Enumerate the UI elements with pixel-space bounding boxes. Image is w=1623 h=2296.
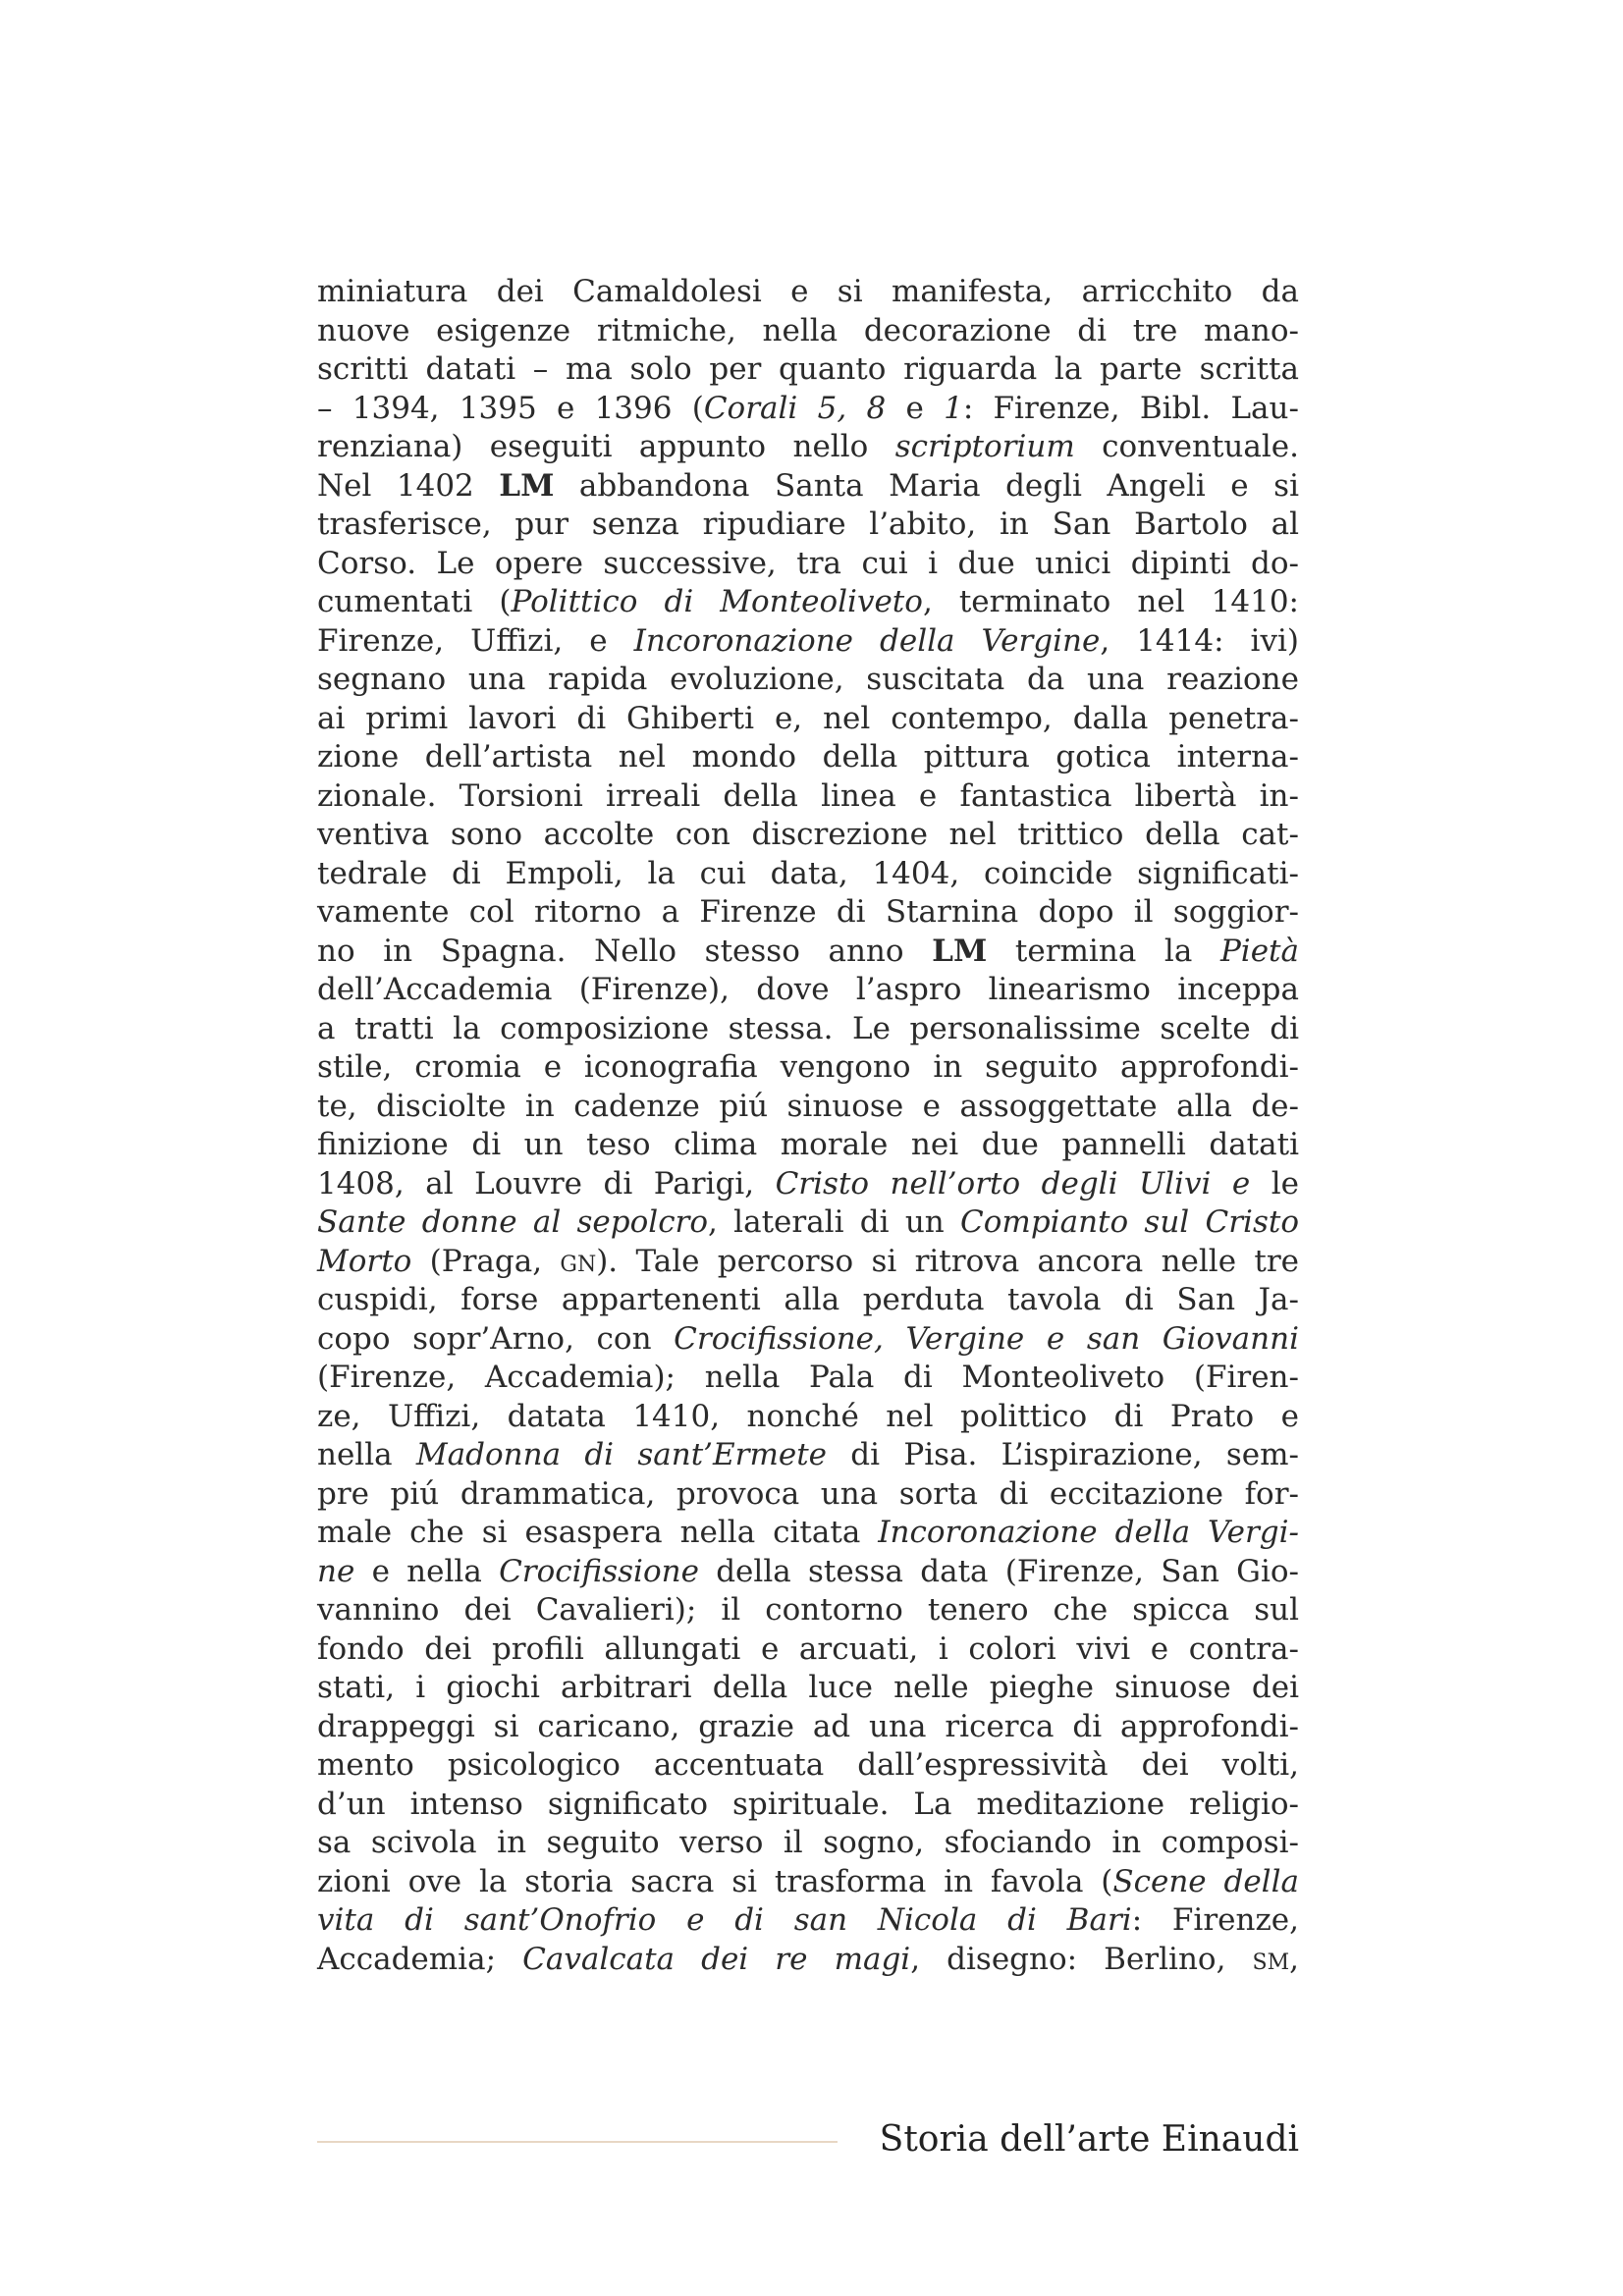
- text-segment: ,: [1289, 1941, 1299, 1977]
- text-segment: LM: [499, 467, 555, 504]
- text-line: [317, 700, 1299, 739]
- text-segment: fondo dei profili allungati e arcuati, i colori vivi e contra-: [317, 1630, 1299, 1667]
- text-segment: cumentati (: [317, 584, 512, 619]
- text-line: [317, 1708, 1299, 1747]
- text-segment: trasferisce, pur senza ripudiare l’abito, in San Bartolo al: [317, 507, 1299, 542]
- text-segment: scriptorium: [894, 429, 1075, 464]
- text-segment: Scene della: [1112, 1863, 1299, 1899]
- text-segment: 1408, al Louvre di Parigi,: [317, 1165, 776, 1201]
- text-line: [317, 1901, 1299, 1941]
- text-segment: sa scivola in seguito verso il sogno, sfociando in composi-: [317, 1825, 1299, 1860]
- text-line: [317, 350, 1299, 390]
- text-line: [317, 1475, 1299, 1515]
- text-segment: , 1414: ivi): [1100, 622, 1299, 659]
- text-segment: Pietà: [1219, 933, 1299, 969]
- text-line: [317, 390, 1299, 429]
- text-segment: finizione di un teso clima morale nei due pannelli datati: [317, 1127, 1299, 1162]
- text-line: [317, 428, 1299, 467]
- text-segment: Compianto sul Cristo: [960, 1204, 1299, 1240]
- text-segment: 1: [944, 390, 963, 426]
- text-segment: Corso. Le opere successive, tra cui i due unici dipinti do-: [317, 545, 1299, 581]
- body-text: [317, 273, 1299, 1979]
- text-line: [317, 467, 1299, 507]
- text-segment: vita di sant’Onofrio e di san Nicola di Bari: [317, 1902, 1132, 1938]
- text-segment: ze, Uffizi, datata 1410, nonché nel polittico di Prato e: [317, 1398, 1299, 1434]
- text-segment: le: [1250, 1165, 1300, 1201]
- text-segment: miniatura dei Camaldolesi e si manifesta, arricchito da: [317, 274, 1299, 309]
- text-line: [317, 971, 1299, 1010]
- text-segment: stati, i giochi arbitrari della luce nelle pieghe sinuose dei: [317, 1670, 1299, 1705]
- text-line: [317, 1281, 1299, 1320]
- text-line: [317, 1048, 1299, 1088]
- text-line: [317, 1126, 1299, 1165]
- text-segment: Incoronazione della Vergi-: [878, 1515, 1299, 1550]
- text-segment: gn: [560, 1243, 597, 1279]
- text-line: [317, 893, 1299, 933]
- text-line: [317, 1630, 1299, 1670]
- text-segment: ne: [317, 1553, 355, 1589]
- text-segment: (Praga,: [411, 1243, 561, 1279]
- text-line: [317, 1863, 1299, 1902]
- text-segment: ). Tale percorso si ritrova ancora nelle tre: [596, 1243, 1299, 1279]
- text-segment: nuove esigenze ritmiche, nella decorazione di tre mano-: [317, 312, 1299, 348]
- text-segment: zionale. Torsioni irreali della linea e fantastica libertà in-: [317, 777, 1299, 814]
- text-line: [317, 1591, 1299, 1630]
- text-segment: abbandona Santa Maria degli Angeli e si: [554, 467, 1299, 504]
- footer-rule: [317, 2141, 838, 2143]
- text-segment: Nel 1402: [317, 467, 500, 504]
- text-segment: e nella: [354, 1553, 500, 1589]
- text-line: [317, 545, 1299, 584]
- text-line: [317, 1941, 1299, 1980]
- text-segment: , laterali di un: [708, 1204, 961, 1240]
- text-line: [317, 1203, 1299, 1243]
- text-segment: ventiva sono accolte con discrezione nel trittico della cat-: [317, 817, 1299, 852]
- text-line: [317, 777, 1299, 817]
- text-segment: copo sopr’Arno, con: [317, 1320, 675, 1357]
- text-line: [317, 1824, 1299, 1863]
- text-segment: male che si esaspera nella citata: [317, 1515, 879, 1550]
- text-segment: segnano una rapida evoluzione, suscitata da una reazione: [317, 662, 1299, 697]
- text-segment: zioni ove la storia sacra si trasforma in favola (: [317, 1863, 1113, 1899]
- text-segment: Incoronazione della Vergine: [633, 622, 1101, 659]
- text-line: [317, 622, 1299, 662]
- text-segment: di Pisa. L’ispirazione, sem-: [827, 1437, 1299, 1472]
- text-segment: LM: [932, 933, 988, 969]
- text-segment: nella: [317, 1437, 416, 1472]
- text-segment: te, disciolte in cadenze piú sinuose e assoggettate alla de-: [317, 1088, 1299, 1124]
- text-segment: scritti datati – ma solo per quanto riguarda la parte scritta: [317, 351, 1299, 387]
- text-line: [317, 1669, 1299, 1708]
- text-segment: cuspidi, forse appartenenti alla perduta tavola di San Ja-: [317, 1282, 1299, 1317]
- text-segment: della stessa data (Firenze, San Gio-: [698, 1553, 1299, 1589]
- text-segment: drappeggi si caricano, grazie ad una ricerca di approfondi-: [317, 1708, 1299, 1744]
- text-segment: Crocifissione, Vergine e san Giovanni: [674, 1320, 1299, 1357]
- text-segment: Cristo nell’orto degli Ulivi e: [775, 1165, 1251, 1201]
- text-line: [317, 273, 1299, 312]
- footer-title: Storia dell’arte Einaudi: [879, 2119, 1299, 2160]
- text-segment: vannino dei Cavalieri); il contorno tenero che spicca sul: [317, 1592, 1299, 1628]
- text-segment: , disegno: Berlino,: [910, 1941, 1253, 1977]
- text-segment: Cavalcata dei re magi: [522, 1941, 911, 1977]
- text-line: [317, 1320, 1299, 1360]
- text-segment: d’un intenso significato spirituale. La meditazione religio-: [317, 1786, 1299, 1822]
- text-segment: a tratti la composizione stessa. Le personalissime scelte di: [317, 1010, 1299, 1046]
- text-segment: dell’Accademia (Firenze), dove l’aspro linearismo inceppa: [317, 972, 1299, 1007]
- text-segment: renziana) eseguiti appunto nello: [317, 429, 895, 464]
- text-line: [317, 1553, 1299, 1592]
- text-line: [317, 1243, 1299, 1282]
- text-segment: Corali 5, 8: [703, 390, 887, 426]
- text-line: [317, 738, 1299, 777]
- text-segment: sm: [1252, 1941, 1290, 1977]
- text-line: [317, 661, 1299, 700]
- text-segment: stile, cromia e iconografia vengono in seguito approfondi-: [317, 1049, 1299, 1085]
- text-segment: conventuale.: [1074, 429, 1299, 464]
- text-segment: no in Spagna. Nello stesso anno: [317, 933, 933, 969]
- text-segment: : Firenze, Bibl. Lau-: [962, 390, 1299, 426]
- text-segment: e: [886, 390, 945, 426]
- text-segment: : Firenze,: [1131, 1902, 1300, 1938]
- text-line: [317, 933, 1299, 972]
- text-segment: Polittico di Monteoliveto: [511, 584, 923, 619]
- text-line: [317, 816, 1299, 855]
- text-segment: Sante donne al sepolcro: [317, 1204, 709, 1240]
- text-segment: Morto: [317, 1243, 412, 1279]
- text-segment: ai primi lavori di Ghiberti e, nel contempo, dalla penetra-: [317, 700, 1299, 736]
- text-segment: termina la: [987, 933, 1220, 969]
- text-line: [317, 1010, 1299, 1049]
- text-line: [317, 1165, 1299, 1204]
- text-segment: Firenze, Uffizi, e: [317, 622, 634, 659]
- text-segment: vamente col ritorno a Firenze di Starnina dopo il soggior-: [317, 894, 1299, 930]
- text-line: [317, 506, 1299, 545]
- text-segment: zione dell’artista nel mondo della pittura gotica interna-: [317, 739, 1299, 774]
- text-segment: , terminato nel 1410:: [922, 584, 1299, 619]
- text-line: [317, 1786, 1299, 1825]
- text-segment: mento psicologico accentuata dall’espressività dei volti,: [317, 1747, 1299, 1783]
- text-segment: Crocifissione: [499, 1553, 699, 1589]
- text-line: [317, 1746, 1299, 1786]
- text-segment: Madonna di sant’Ermete: [415, 1437, 828, 1472]
- text-segment: tedrale di Empoli, la cui data, 1404, coincide significati-: [317, 855, 1299, 891]
- text-line: [317, 1436, 1299, 1475]
- text-segment: (Firenze, Accademia); nella Pala di Monteoliveto (Firen-: [317, 1360, 1299, 1395]
- text-line: [317, 1398, 1299, 1437]
- text-line: [317, 583, 1299, 622]
- text-line: [317, 1359, 1299, 1398]
- text-line: [317, 855, 1299, 894]
- page-footer: [317, 2115, 1299, 2164]
- text-segment: Accademia;: [317, 1941, 523, 1977]
- text-line: [317, 1088, 1299, 1127]
- text-segment: pre piú drammatica, provoca una sorta di eccitazione for-: [317, 1475, 1299, 1512]
- text-line: [317, 312, 1299, 351]
- text-segment: – 1394, 1395 e 1396 (: [317, 390, 704, 426]
- text-line: [317, 1514, 1299, 1553]
